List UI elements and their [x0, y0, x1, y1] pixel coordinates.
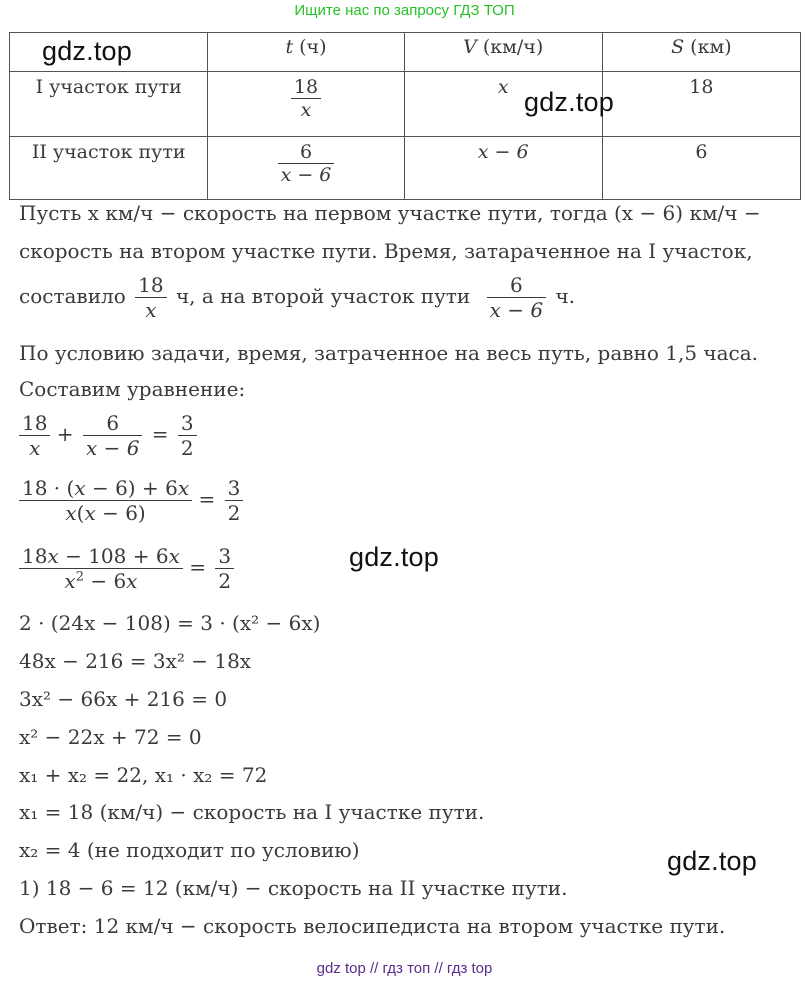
vieta-line: x₁ + x₂ = 22, x₁ · x₂ = 72: [19, 763, 268, 787]
row-label: II участок пути: [10, 137, 208, 200]
search-banner[interactable]: Ищите нас по запросу ГДЗ ТОП: [294, 2, 515, 19]
step-1-line: 1) 18 − 6 = 12 (км/ч) − скорость на II участке пути.: [19, 876, 568, 900]
solution-line-5: Составим уравнение:: [19, 377, 246, 401]
row-distance: 18: [602, 72, 800, 137]
equation-2: $\frac{18 \cdot (x - 6) + 6x}{x(x - 6)}$ = $\frac{3}{2}$: [19, 476, 246, 525]
root-1-line: x₁ = 18 (км/ч) − скорость на I участке пути.: [19, 800, 485, 824]
header-v: V (км/ч): [404, 33, 602, 72]
fraction-18-x: $\frac{18}{x}$: [135, 273, 166, 322]
row-time: [208, 137, 404, 200]
row-time: [208, 72, 404, 137]
table-row: [10, 137, 801, 200]
watermark: gdz.top: [524, 87, 614, 117]
solution-line-2: скорость на втором участке пути. Время, затараченное на I участок,: [19, 239, 753, 263]
solution-line-1: Пусть x км/ч − скорость на первом участке пути, тогда (x − 6) км/ч −: [19, 201, 761, 225]
watermark: gdz.top: [349, 542, 439, 572]
answer-line: Ответ: 12 км/ч − скорость велосипедиста на втором участке пути.: [19, 914, 726, 938]
fraction-6-x-6: $\frac{6}{x - 6}$: [487, 273, 546, 322]
row-speed: x − 6: [404, 137, 602, 200]
equation-1: $\frac{18}{x}$ + $\frac{6}{x - 6}$ = $\frac{3}{2}$: [19, 411, 200, 460]
header-s: S (км): [602, 33, 800, 72]
watermark: gdz.top: [667, 846, 757, 876]
equation-7: x² − 22x + 72 = 0: [19, 725, 202, 749]
row-distance: 6: [602, 137, 800, 200]
equation-5: 48x − 216 = 3x² − 18x: [19, 649, 252, 673]
equation-6: 3x² − 66x + 216 = 0: [19, 687, 228, 711]
equation-3: $\frac{18x - 108 + 6x}{x^2 - 6x}$ = $\frac{3}{2}$: [19, 544, 237, 593]
solution-line-4: По условию задачи, время, затраченное на весь путь, равно 1,5 часа.: [19, 341, 759, 365]
row-speed: x: [404, 72, 602, 137]
table-row: [10, 72, 801, 137]
equation-4: 2 · (24x − 108) = 3 · (x² − 6x): [19, 611, 321, 635]
time-fraction: $\frac{6}{x - 6}$: [278, 141, 335, 186]
footer-links[interactable]: gdz top // гдз топ // гдз top: [316, 960, 493, 977]
row-label: I участок пути: [10, 72, 208, 137]
root-2-line: x₂ = 4 (не подходит по условию): [19, 838, 360, 862]
solution-line-3: составило $\frac{18}{x}$ ч, а на второй участок пути $\frac{6}{x - 6}$ ч.: [19, 273, 576, 322]
watermark: gdz.top: [42, 36, 132, 66]
time-fraction: $\frac{18}{x}$: [291, 76, 321, 121]
header-t: t (ч): [208, 33, 404, 72]
